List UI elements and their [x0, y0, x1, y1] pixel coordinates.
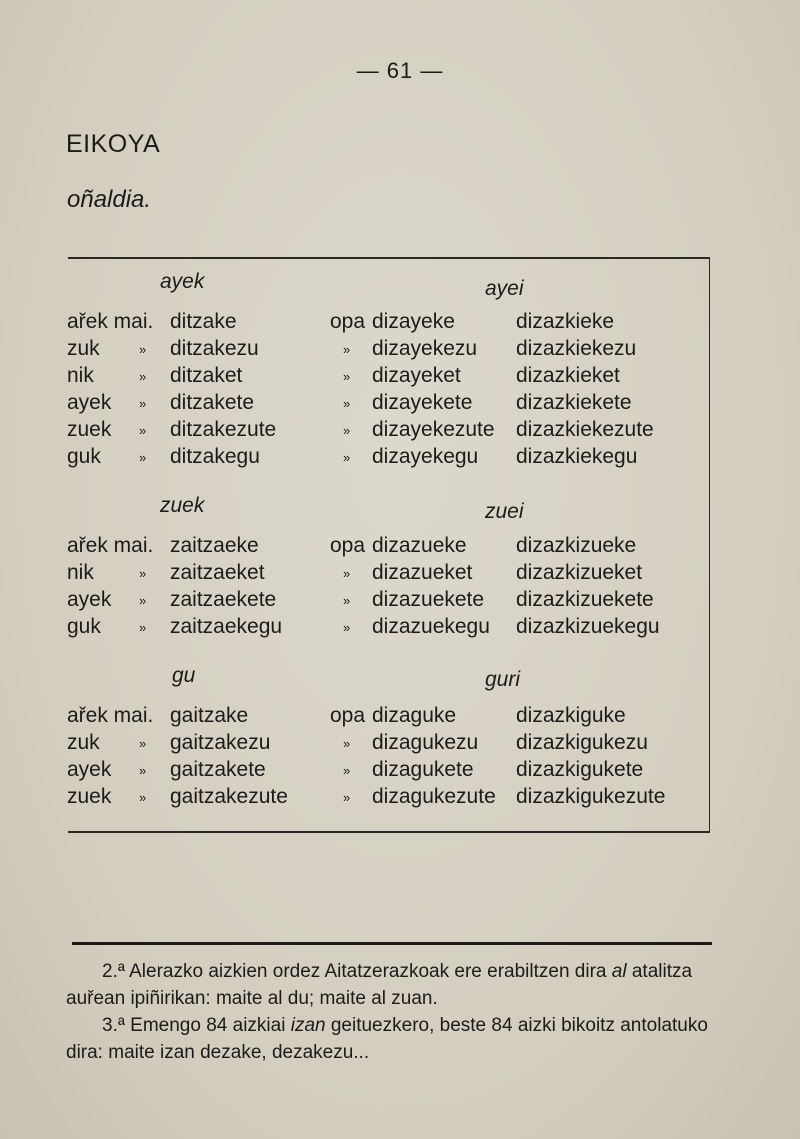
verb-form: gaitzakete — [170, 758, 266, 781]
verb-form: gaitzakezute — [170, 785, 288, 808]
table-bottom-rule — [68, 831, 710, 833]
pronoun: ařek mai. — [67, 310, 154, 333]
verb-form-plural: dizazkigukete — [516, 758, 644, 781]
conjugation-row — [0, 337, 800, 364]
verb-form-singular: dizazuekete — [372, 588, 485, 611]
verb-form-singular: dizaguke — [372, 704, 457, 727]
pronoun: zuk — [67, 731, 100, 754]
page-number: — 61 — — [356, 58, 444, 83]
conjugation-row — [0, 785, 800, 812]
verb-form-plural: dizazkizuekete — [516, 588, 654, 611]
verb-form-singular: dizayekezute — [372, 418, 495, 441]
verb-form: ditzake — [170, 310, 237, 333]
footnote-italic-term: izan — [290, 1015, 326, 1036]
verb-form-singular: dizayeke — [372, 310, 455, 333]
conjugation-row — [0, 534, 800, 561]
ditto-mark: » — [139, 736, 147, 751]
conjugation-row — [0, 445, 800, 472]
column-heading-right: guri — [485, 668, 521, 691]
column-heading-left: gu — [172, 664, 196, 687]
column-heading-right: zuei — [485, 500, 524, 523]
verb-form-plural: dizazkiekegu — [516, 445, 638, 468]
verb-form-singular: dizayekegu — [372, 445, 479, 468]
verb-form-singular: dizagukezute — [372, 785, 496, 808]
footnote-text: geituezkero, beste 84 aizki bikoitz antolatuko dira: maite izan dezake, dezakezu... — [66, 1015, 708, 1063]
ditto-mark: » — [139, 763, 147, 778]
ditto-mark: » — [343, 763, 351, 778]
verb-form-plural: dizazkizuekegu — [516, 615, 660, 638]
footnote-italic-term: al — [611, 961, 627, 982]
pronoun: nik — [67, 561, 94, 584]
verb-form-singular: dizazuekegu — [372, 615, 490, 638]
opa-label: opa — [330, 310, 366, 333]
pronoun: ayek — [67, 391, 112, 414]
ditto-mark: » — [139, 593, 147, 608]
verb-form: ditzakezu — [170, 337, 259, 360]
verb-form-singular: dizayeket — [372, 364, 461, 387]
pronoun: zuk — [67, 337, 100, 360]
verb-form-plural: dizazkiguke — [516, 704, 626, 727]
column-heading-right: ayei — [485, 277, 524, 300]
footnote-rule — [72, 942, 712, 945]
verb-form: gaitzakezu — [170, 731, 271, 754]
ditto-mark: » — [343, 736, 351, 751]
conjugation-row — [0, 731, 800, 758]
conjugation-row — [0, 418, 800, 445]
verb-form-singular: dizayekete — [372, 391, 473, 414]
column-heading-left: ayek — [160, 270, 205, 293]
section-subtitle: oñaldia. — [67, 186, 152, 213]
conjugation-row — [0, 758, 800, 785]
verb-form: ditzakegu — [170, 445, 260, 468]
ditto-mark: » — [343, 450, 351, 465]
ditto-mark: » — [343, 342, 351, 357]
pronoun: zuek — [67, 418, 112, 441]
conjugation-row — [0, 310, 800, 337]
pronoun: ayek — [67, 588, 112, 611]
ditto-mark: » — [139, 790, 147, 805]
section-title: EIKOYA — [66, 130, 161, 158]
ditto-mark: » — [343, 396, 351, 411]
footnote-text: Emengo 84 aizkiai — [130, 1015, 286, 1036]
opa-label: opa — [330, 534, 366, 557]
verb-form: zaitzaeket — [170, 561, 265, 584]
verb-form: ditzakezute — [170, 418, 277, 441]
ditto-mark: » — [343, 423, 351, 438]
verb-form-plural: dizazkiekezu — [516, 337, 637, 360]
verb-form: ditzakete — [170, 391, 255, 414]
ditto-mark: » — [343, 790, 351, 805]
ditto-mark: » — [343, 566, 351, 581]
pronoun: guk — [67, 445, 101, 468]
conjugation-row — [0, 615, 800, 642]
footnote-text: atalitza auřean ipiñirikan: maite al du; maite al zuan. — [66, 961, 693, 1009]
verb-form-singular: dizazueke — [372, 534, 467, 557]
conjugation-row — [0, 391, 800, 418]
footnote-2 — [66, 958, 718, 1012]
ditto-mark: » — [343, 620, 351, 635]
ditto-mark: » — [139, 369, 147, 384]
footnote-marker: 2.ª — [102, 961, 125, 982]
verb-form-plural: dizazkieke — [516, 310, 615, 333]
ditto-mark: » — [139, 566, 147, 581]
pronoun: ayek — [67, 758, 112, 781]
ditto-mark: » — [139, 423, 147, 438]
verb-form-singular: dizazueket — [372, 561, 473, 584]
verb-form-plural: dizazkigukezute — [516, 785, 666, 808]
conjugation-row — [0, 561, 800, 588]
verb-form-singular: dizayekezu — [372, 337, 478, 360]
verb-form-plural: dizazkigukezu — [516, 731, 648, 754]
verb-form-plural: dizazkiekezute — [516, 418, 654, 441]
conjugation-row — [0, 364, 800, 391]
column-heading-left: zuek — [160, 494, 205, 517]
footnotes — [66, 958, 718, 1066]
verb-form-singular: dizagukezu — [372, 731, 479, 754]
footnote-3 — [66, 1012, 718, 1066]
verb-form-plural: dizazkiekete — [516, 391, 632, 414]
ditto-mark: » — [139, 396, 147, 411]
pronoun: zuek — [67, 785, 112, 808]
verb-form: zaitzaekegu — [170, 615, 283, 638]
ditto-mark: » — [139, 450, 147, 465]
ditto-mark: » — [343, 593, 351, 608]
footnote-text: Alerazko aizkien ordez Aitatzerazkoak ere erabiltzen dira — [129, 961, 607, 982]
verb-form-plural: dizazkizueke — [516, 534, 637, 557]
ditto-mark: » — [139, 342, 147, 357]
ditto-mark: » — [139, 620, 147, 635]
pronoun: guk — [67, 615, 101, 638]
verb-form: zaitzaekete — [170, 588, 277, 611]
verb-form-plural: dizazkizueket — [516, 561, 643, 584]
verb-form-singular: dizagukete — [372, 758, 474, 781]
pronoun: nik — [67, 364, 94, 387]
pronoun: ařek mai. — [67, 534, 154, 557]
table-top-rule — [68, 257, 710, 259]
verb-form: ditzaket — [170, 364, 243, 387]
ditto-mark: » — [343, 369, 351, 384]
opa-label: opa — [330, 704, 366, 727]
pronoun: ařek mai. — [67, 704, 154, 727]
verb-form: zaitzaeke — [170, 534, 259, 557]
conjugation-row — [0, 588, 800, 615]
verb-form: gaitzake — [170, 704, 249, 727]
verb-form-plural: dizazkieket — [516, 364, 620, 387]
conjugation-row — [0, 704, 800, 731]
footnote-marker: 3.ª — [102, 1015, 125, 1036]
